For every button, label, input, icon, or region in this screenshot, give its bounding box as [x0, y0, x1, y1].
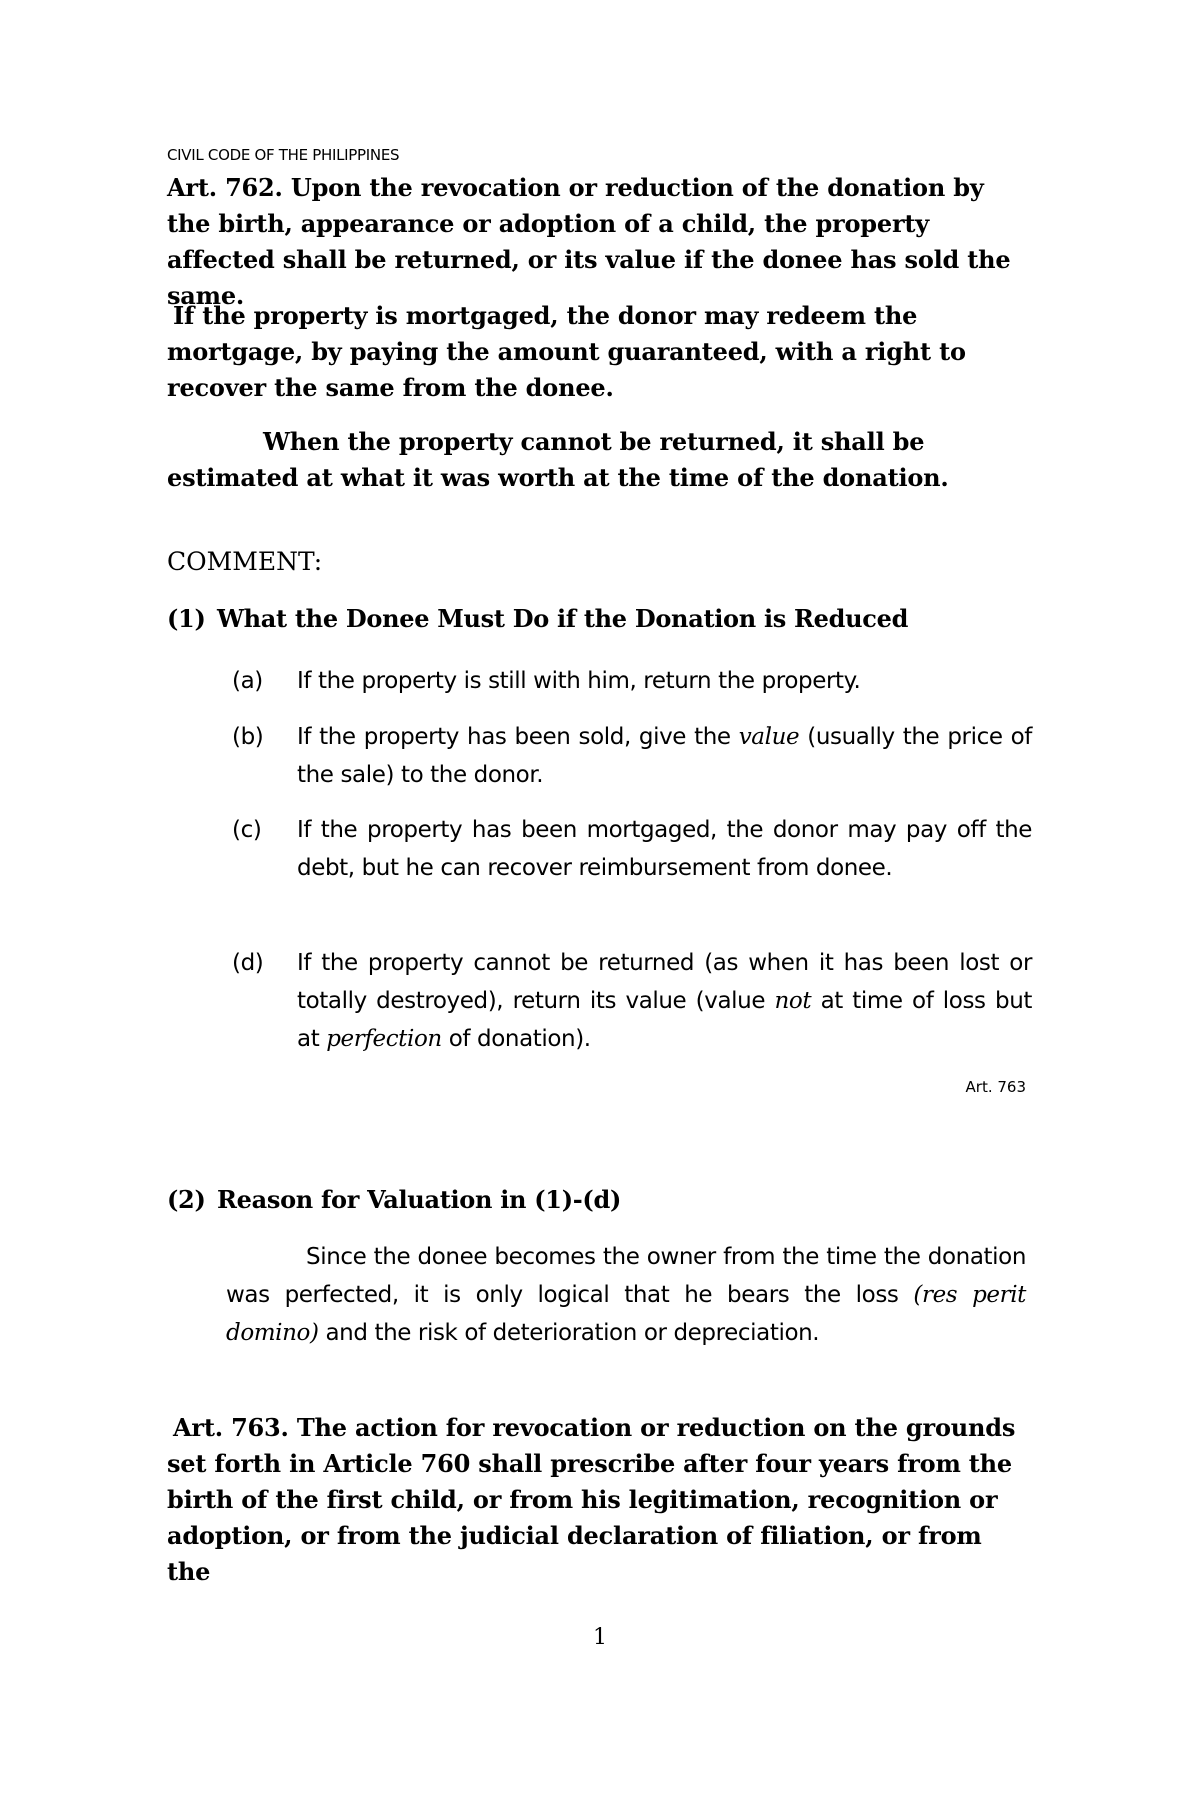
section-2-body [226, 1238, 1026, 1352]
article-762-paragraph-2-text: If the property is mortgaged, the donor may redeem the mortgage, by paying the amount guaranteed, with a right to recover the same from the donee. [167, 301, 966, 402]
list-item-text: If the property is still with him, return the property. [297, 668, 861, 694]
article-762-paragraph-2 [167, 298, 1027, 406]
list-item-emphasis: value [738, 724, 800, 750]
section-2-text: Since the donee becomes the owner from the time the donation was perfected, it is only logical that he bears the loss [226, 1244, 1026, 1308]
list-item-text-part: If the property has been sold, give the [297, 724, 739, 750]
page-number: 1 [593, 1625, 607, 1650]
list-item [232, 944, 1032, 1058]
article-762-paragraph-3-text: When the property cannot be returned, it shall be estimated at what it was worth at the time of the donation. [167, 427, 949, 492]
article-763-text-content: Art. 763. The action for revocation or reduction on the grounds set forth in Article 760 shall prescribe after four years from the birth of the first child, or from his legitimation, recognition or adoption, or from the judicial declaration of filiation, or from the [167, 1413, 1016, 1586]
list-item-letter: (d) [232, 950, 264, 976]
article-reference: Art. 763 [965, 1078, 1026, 1096]
article-762-text: Art. 762. Upon the revocation or reduction of the donation by the birth, appearance or adoption of a child, the property affected shall be returned, or its value if the donee has sold the same. [167, 173, 1011, 310]
list-item [232, 662, 1032, 700]
list-item [232, 811, 1032, 887]
list-item-letter: (c) [232, 817, 262, 843]
list-item [232, 718, 1032, 794]
latin-phrase: (res perit domino) [226, 1282, 1027, 1346]
section-2-title: Reason for Valuation in (1)-(d) [217, 1185, 622, 1214]
section-2-text-end: and the risk of deterioration or depreciation. [318, 1320, 820, 1346]
section-1-heading [167, 604, 908, 633]
list-item-text-part: at time of loss but at [297, 988, 1032, 1052]
list-item-text: If the property has been mortgaged, the donor may pay off the debt, but he can recover reimbursement from donee. [297, 817, 1032, 881]
list-item-emphasis: not [774, 988, 812, 1014]
list-item-emphasis: perfection [326, 1026, 442, 1052]
running-header: CIVIL CODE OF THE PHILIPPINES [167, 146, 400, 164]
article-763-text [167, 1410, 1027, 1590]
comment-label: COMMENT: [167, 547, 323, 576]
list-item-text [297, 944, 1032, 1058]
list-item-text-part: (usually the price of the sale) to the donor. [297, 724, 1032, 788]
section-2-number: (2) [167, 1185, 206, 1214]
list-item-letter: (a) [232, 668, 263, 694]
list-item-letter: (b) [232, 724, 264, 750]
section-1-number: (1) [167, 604, 206, 633]
list-item-text-part: If the property cannot be returned (as when it has been lost or totally destroyed), return its value (value [297, 950, 1032, 1014]
article-762-paragraph-3 [167, 424, 1027, 496]
section-1-title: What the Donee Must Do if the Donation is Reduced [217, 604, 909, 633]
list-item-text [297, 718, 1032, 794]
list-item-text-part: of donation). [441, 1026, 591, 1052]
section-2-heading [167, 1185, 621, 1214]
